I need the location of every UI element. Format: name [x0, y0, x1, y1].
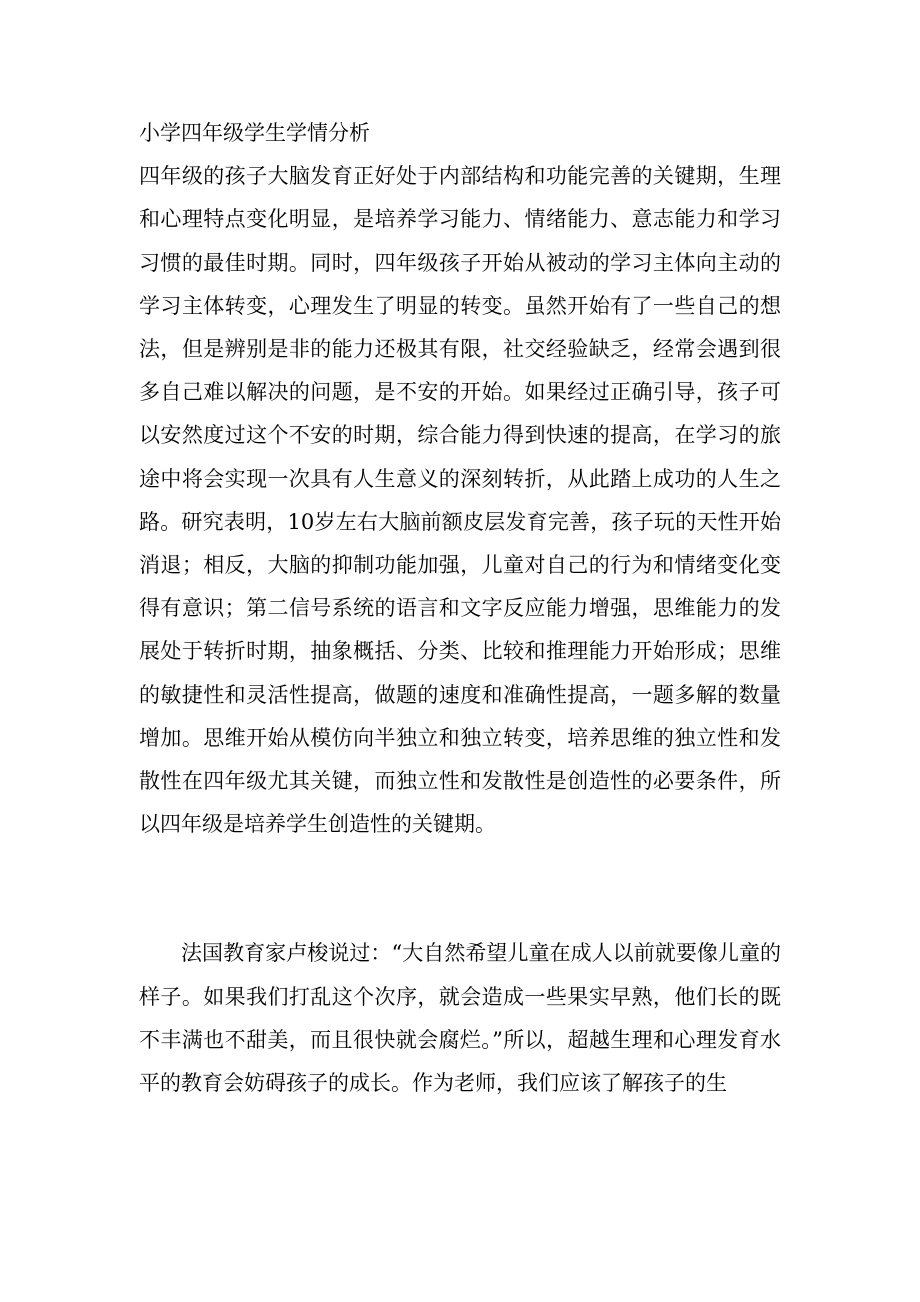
paragraph-spacer: [139, 846, 781, 932]
document-body: [139, 112, 781, 1105]
paragraph-rousseau-quote: 法国教育家卢梭说过：“大自然希望儿童在成人以前就要像儿童的样子。如果我们打乱这个次序，就会造成一些果实早熟，他们长的既不丰满也不甜美，而且很快就会腐烂。”所以，超越生理和心理发育水平的教育会妨碍孩子的成长。作为老师，我们应该了解孩子的生: [139, 941, 781, 1096]
document-title: 小学四年级学生学情分析: [139, 121, 370, 145]
paragraph-student-analysis: 四年级的孩子大脑发育正好处于内部结构和功能完善的关键期，生理和心理特点变化明显，是培养学习能力、情绪能力、意志能力和学习习惯的最佳时期。同时，四年级孩子开始从被动的学习主体向主动的学习主体转变，心理发生了明显的转变。虽然开始有了一些自己的想法，但是辨别是非的能力还极其有限，社交经验缺乏，经常会遇到很多自己难以解决的问题，是不安的开始。如果经过正确引导，孩子可以安然度过这个不安的时期，综合能力得到快速的提高，在学习的旅途中将会实现一次具有人生意义的深刻转折，从此踏上成功的人生之路。研究表明，10岁左右大脑前额皮层发育完善，孩子玩的天性开始消退；相反，大脑的抑制功能加强，儿童对自己的行为和情绪变化变得有意识；第二信号系统的语言和文字反应能力增强，思维能力的发展处于转折时期，抽象概括、分类、比较和推理能力开始形成；思维的敏捷性和灵活性提高，做题的速度和准确性提高，一题多解的数量增加。思维开始从模仿向半独立和独立转变，培养思维的独立性和发散性在四年级尤其关键，而独立性和发散性是创造性的必要条件，所以四年级是培养学生创造性的关键期。: [139, 164, 781, 837]
